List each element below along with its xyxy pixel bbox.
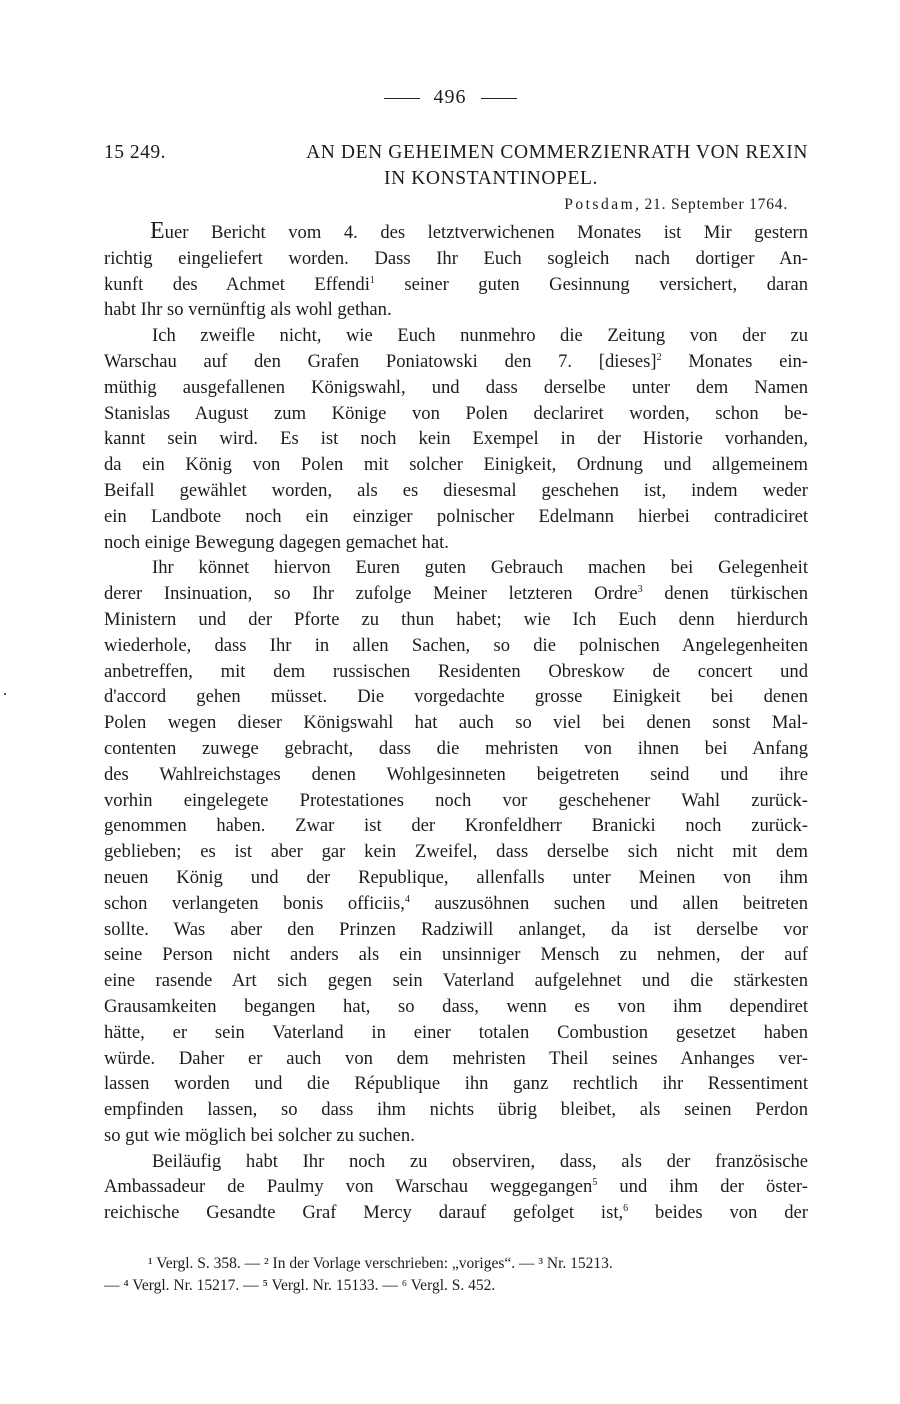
line-text: so gut wie möglich bei solcher zu suchen. <box>104 1124 415 1146</box>
body-line <box>104 994 808 1020</box>
line-text: müthig ausgefallenen Königswahl, und dass derselbe unter dem Namen <box>104 376 808 398</box>
line-text: hätte, er sein Vaterland in einer totalen Combustion gesetzet haben <box>104 1021 808 1043</box>
line-text: Grausamkeiten begangen hat, so dass, wenn es von ihm dependiret <box>104 995 808 1017</box>
body-line <box>104 1020 808 1046</box>
body-line <box>104 865 808 891</box>
line-text: vorhin eingelegete Protestationes noch vor geschehener Wahl zurück- <box>104 789 808 811</box>
body-line <box>104 813 808 839</box>
footnote-line-2: — ⁴ Vergl. Nr. 15217. — ⁵ Vergl. Nr. 15133. — ⁶ Vergl. S. 452. <box>104 1277 496 1294</box>
margin-speck <box>4 693 6 695</box>
body-line <box>104 788 808 814</box>
footnotes <box>104 1253 808 1297</box>
footnote-marker: 2 <box>656 351 662 363</box>
body-line <box>104 1046 808 1072</box>
line-text: Ihr könnet hiervon Euren guten Gebrauch machen bei Gelegenheit <box>152 557 808 579</box>
line-text: auszusöhnen suchen und allen beitreten <box>409 892 808 914</box>
line-text: da ein König von Polen mit solcher Einigkeit, Ordnung und allgemeinem <box>104 454 808 476</box>
body-line <box>104 426 808 452</box>
body-line <box>104 1097 808 1123</box>
line-text: neuen König und der Republique, allenfalls unter Meinen von ihm <box>104 866 808 888</box>
dateline-place: Potsdam <box>564 196 636 213</box>
line-text: d'accord gehen müsset. Die vorgedachte grosse Einigkeit bei denen <box>104 686 808 708</box>
body-line <box>104 917 808 943</box>
line-text: genommen haben. Zwar ist der Kronfeldherr Branicki noch zurück- <box>104 815 808 837</box>
line-text: derer Insinuation, so Ihr zufolge Meiner letzteren Ordre <box>104 583 638 605</box>
footnote-marker: 1 <box>369 274 375 286</box>
line-text: reichische Gesandte Graf Mercy darauf gefolget ist, <box>104 1202 624 1224</box>
body-line <box>104 220 808 246</box>
body-line <box>104 478 808 504</box>
line-text: denen türkischen <box>642 583 808 605</box>
body-line <box>104 659 808 685</box>
page-number-text: 496 <box>433 86 467 108</box>
body-line <box>104 246 808 272</box>
line-text: beides von der <box>628 1202 808 1224</box>
body-line <box>104 1071 808 1097</box>
body-line <box>104 633 808 659</box>
line-text: kannt sein wird. Es ist noch kein Exempel in der Historie vorhanden, <box>104 428 808 450</box>
line-text: eine rasende Art sich gegen sein Vaterland aufgelehnet und die stärkesten <box>104 970 808 992</box>
body-line <box>104 297 808 323</box>
letter-heading <box>104 140 808 192</box>
body-line <box>104 710 808 736</box>
line-text: schon verlangeten bonis officiis, <box>104 892 405 914</box>
line-text: uer Bericht vom 4. des letztverwichenen Monates ist Mir gestern <box>164 222 808 243</box>
line-text: Monates ein- <box>661 350 808 372</box>
footnote-marker: 5 <box>592 1177 598 1189</box>
line-text: contenten zuwege gebracht, dass die mehristen von ihnen bei Anfang <box>104 737 808 759</box>
letter-number: 15 249. <box>104 142 166 163</box>
letter-title-line-2: IN KONSTANTINOPEL. <box>384 168 598 189</box>
line-text: Beifall gewählet worden, als es diesesmal geschehen ist, indem weder <box>104 479 808 501</box>
line-text: seiner guten Gesinnung versichert, daran <box>374 273 808 295</box>
line-text: lassen worden und die République ihn ganz rechtlich ihr Ressentiment <box>104 1073 808 1095</box>
page-number <box>0 86 900 109</box>
body-line <box>104 375 808 401</box>
body-line <box>104 504 808 530</box>
line-text: seine Person nicht anders als ein unsinniger Mensch zu nehmen, der auf <box>104 944 808 966</box>
body-line <box>104 272 808 298</box>
dateline <box>104 196 788 214</box>
line-text: kunft des Achmet Effendi <box>104 273 370 295</box>
body-line <box>104 401 808 427</box>
line-text: noch einige Bewegung dagegen gemachet hat. <box>104 531 449 553</box>
body-line <box>104 323 808 349</box>
page-number-dash-left <box>384 98 420 99</box>
line-text: ein Landbote noch ein einziger polnischer Edelmann hierbei contradiciret <box>104 505 808 527</box>
line-text: wiederhole, dass Ihr in allen Sachen, so die polnischen Angelegenheiten <box>104 634 808 656</box>
line-text: würde. Daher er auch von dem mehristen Theil seines Anhanges ver- <box>104 1047 808 1069</box>
page-number-dash-right <box>481 98 517 99</box>
line-text: Stanislas August zum Könige von Polen declariret worden, schon be- <box>104 402 808 424</box>
line-text: empfinden lassen, so dass ihm nichts übrig bleibet, als seinen Perdon <box>104 1099 808 1121</box>
body-line <box>104 1149 808 1175</box>
body-line <box>104 736 808 762</box>
line-text: habt Ihr so vernünftig als wohl gethan. <box>104 299 392 321</box>
body-line <box>104 762 808 788</box>
body-line <box>104 942 808 968</box>
body-line <box>104 891 808 917</box>
line-text: und ihm der öster- <box>597 1176 808 1198</box>
initial-letter: E <box>150 218 165 244</box>
body-line <box>104 1174 808 1200</box>
line-text: Ministern und der Pforte zu thun habet; wie Ich Euch denn hierdurch <box>104 608 808 630</box>
line-text: Warschau auf den Grafen Poniatowski den 7. [dieses] <box>104 350 657 372</box>
body-line <box>104 555 808 581</box>
body-line <box>104 1200 808 1226</box>
line-text: geblieben; es ist aber gar kein Zweifel, dass derselbe sich nicht mit dem <box>104 841 808 863</box>
line-text: Polen wegen dieser Königswahl hat auch so viel bei denen sonst Mal- <box>104 712 808 734</box>
footnote-line-1: ¹ Vergl. S. 358. — ² In der Vorlage verschrieben: „voriges“. — ³ Nr. 15213. <box>148 1255 613 1272</box>
line-text: sollte. Was aber den Prinzen Radziwill anlanget, da ist derselbe vor <box>104 918 808 940</box>
line-text: Ich zweifle nicht, wie Euch nunmehro die Zeitung von der zu <box>152 325 808 347</box>
footnote-marker: 6 <box>623 1203 629 1215</box>
body-line <box>104 530 808 556</box>
body-line <box>104 839 808 865</box>
letter-title-line-1: AN DEN GEHEIMEN COMMERZIENRATH VON REXIN <box>306 142 808 163</box>
body-line <box>104 1123 808 1149</box>
line-text: richtig eingeliefert worden. Dass Ihr Euch sogleich nach dortiger An- <box>104 247 808 269</box>
body-line <box>104 452 808 478</box>
line-text: Beiläufig habt Ihr noch zu observiren, dass, als der französische <box>152 1150 808 1172</box>
body-line <box>104 607 808 633</box>
body-line <box>104 968 808 994</box>
line-text: des Wahlreichstages denen Wohlgesinneten beigetreten seind und ihre <box>104 763 808 785</box>
dateline-date: , 21. September 1764. <box>635 196 788 213</box>
line-text: anbetreffen, mit dem russischen Residenten Obreskow de concert und <box>104 660 808 682</box>
body-line <box>104 349 808 375</box>
body-line <box>104 581 808 607</box>
line-text: Ambassadeur de Paulmy von Warschau weggegangen <box>104 1176 593 1198</box>
body-line <box>104 684 808 710</box>
footnote-marker: 3 <box>637 584 643 596</box>
letter-body <box>104 220 808 1226</box>
footnote-marker: 4 <box>404 893 410 905</box>
